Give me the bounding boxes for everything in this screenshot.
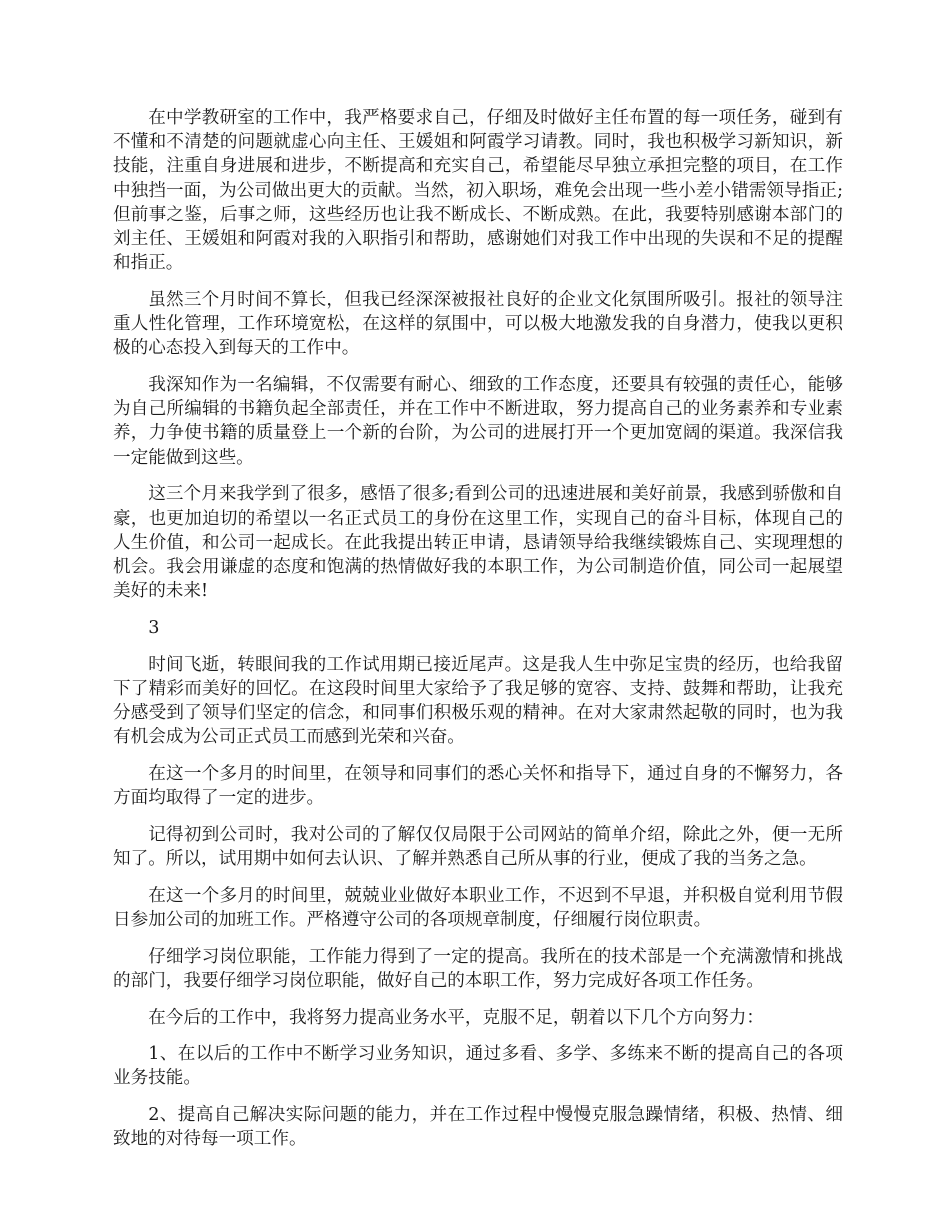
paragraph-6: 在这一个多月的时间里，在领导和同事们的悉心关怀和指导下，通过自身的不懈努力，各方面均取得了一定的进步。 xyxy=(113,763,843,809)
section-number: 3 xyxy=(148,617,160,638)
paragraph-4: 这三个月来我学到了很多，感悟了很多;看到公司的迅速进展和美好前景，我感到骄傲和自豪，也更加迫切的希望以一名正式员工的身份在这里工作，实现自己的奋斗目标，体现自己的人生价值，和公司一起成长。在此我提出转正申请，恳请领导给我继续锻炼自己、实现理想的机会。我会用谦虚的态度和饱满的热情做好我的本职工作，为公司制造价值，同公司一起展望美好的未来! xyxy=(113,484,843,602)
paragraph-7: 记得初到公司时，我对公司的了解仅仅局限于公司网站的简单介绍，除此之外，便一无所知了。所以，试用期中如何去认识、了解并熟悉自己所从事的行业，便成了我的当务之急。 xyxy=(113,824,843,869)
document-body xyxy=(113,106,843,1164)
list-item-1: 1、在以后的工作中不断学习业务知识，通过多看、多学、多练来不断的提高自己的各项业务技能。 xyxy=(113,1044,843,1089)
paragraph-2: 虽然三个月时间不算长，但我已经深深被报社良好的企业文化氛围所吸引。报社的领导注重人性化管理，工作环境宽松，在这样的氛围中，可以极大地激发我的自身潜力，使我以更积极的心态投入到每天的工作中。 xyxy=(113,289,843,359)
paragraph-5: 时间飞逝，转眼间我的工作试用期已接近尾声。这是我人生中弥足宝贵的经历，也给我留下了精彩而美好的回忆。在这段时间里大家给予了我足够的宽容、支持、鼓舞和帮助，让我充分感受到了领导们坚定的信念，和同事们积极乐观的精神。在对大家肃然起敬的同时，也为我有机会成为公司正式员工而感到光荣和兴奋。 xyxy=(113,654,843,748)
list-item-2: 2、提高自己解决实际问题的能力，并在工作过程中慢慢克服急躁情绪，积极、热情、细致地的对待每一项工作。 xyxy=(113,1105,843,1150)
paragraph-1: 在中学教研室的工作中，我严格要求自己，仔细及时做好主任布置的每一项任务，碰到有不懂和不清楚的问题就虚心向主任、王媛姐和阿霞学习请教。同时，我也积极学习新知识，新技能，注重自身进展和进步，不断提高和充实自己，希望能尽早独立承担完整的项目，在工作中独挡一面，为公司做出更大的贡献。当然，初入职场，难免会出现一些小差小错需领导指正;但前事之鉴，后事之师，这些经历也让我不断成长、不断成熟。在此，我要特别感谢本部门的刘主任、王媛姐和阿霞对我的入职指引和帮助，感谢她们对我工作中出现的失误和不足的提醒和指正。 xyxy=(113,108,843,274)
paragraph-8: 在这一个多月的时间里，兢兢业业做好本职业工作，不迟到不早退，并积极自觉利用节假日参加公司的加班工作。严格遵守公司的各项规章制度，仔细履行岗位职责。 xyxy=(113,885,843,930)
paragraph-10: 在今后的工作中，我将努力提高业务水平，克服不足，朝着以下几个方向努力： xyxy=(148,1007,764,1028)
paragraph-3: 我深知作为一名编辑，不仅需要有耐心、细致的工作态度，还要具有较强的责任心，能够为自己所编辑的书籍负起全部责任，并在工作中不断进取，努力提高自己的业务素养和专业素养，力争使书籍的质量登上一个新的台阶，为公司的进展打开一个更加宽阔的渠道。我深信我一定能做到这些。 xyxy=(113,375,843,468)
paragraph-9: 仔细学习岗位职能，工作能力得到了一定的提高。我所在的技术部是一个充满激情和挑战的部门，我要仔细学习岗位职能，做好自己的本职工作，努力完成好各项工作任务。 xyxy=(113,946,843,991)
